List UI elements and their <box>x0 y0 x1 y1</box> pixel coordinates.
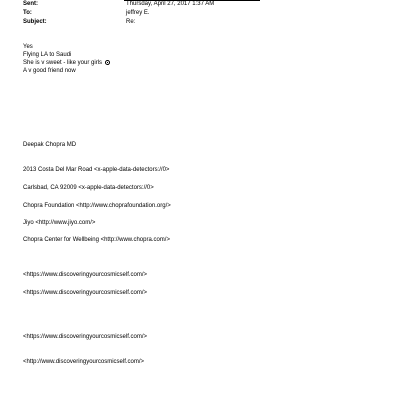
body-line: Flying LA to Saudi <box>23 52 72 58</box>
signature-address-line1[interactable]: 2013 Costa Del Mar Road <x-apple-data-detectors://0> <box>23 167 170 173</box>
to-label: To: <box>23 10 32 16</box>
body-line <box>23 60 110 67</box>
cosmic-self-link[interactable]: <https://www.discoveringyourcosmicself.com/> <box>23 272 148 278</box>
subject-label: Subject: <box>23 19 47 25</box>
cosmic-self-link[interactable]: <https://www.discoveringyourcosmicself.com/> <box>23 290 148 296</box>
sent-value: Thursday, April 27, 2017 1:37 AM <box>126 1 215 7</box>
cosmic-self-link[interactable]: <https://www.discoveringyourcosmicself.com/> <box>23 334 148 340</box>
body-line: A v good friend now <box>23 68 76 74</box>
signature-address-line2[interactable]: Carlsbad, CA 92009 <x-apple-data-detectors://0> <box>23 185 154 191</box>
subject-value: Re: <box>126 19 136 25</box>
smiling-face-icon <box>105 60 110 65</box>
body-line-text: She is v sweet - like your girls <box>23 60 103 66</box>
to-value: jeffrey E. <box>126 10 150 16</box>
jiyo-link[interactable]: Jiyo <http://www.jiyo.com/> <box>23 220 96 226</box>
signature-name: Deepak Chopra MD <box>23 142 77 148</box>
body-line: Yes <box>23 44 33 50</box>
chopra-center-link[interactable]: Chopra Center for Wellbeing <http://www.chopra.com/> <box>23 237 170 243</box>
cosmic-self-link[interactable]: <http://www.discoveringyourcosmicself.com/> <box>23 359 145 365</box>
sent-label: Sent: <box>23 1 38 7</box>
chopra-foundation-link[interactable]: Chopra Foundation <http://www.choprafoundation.org/> <box>23 203 171 209</box>
